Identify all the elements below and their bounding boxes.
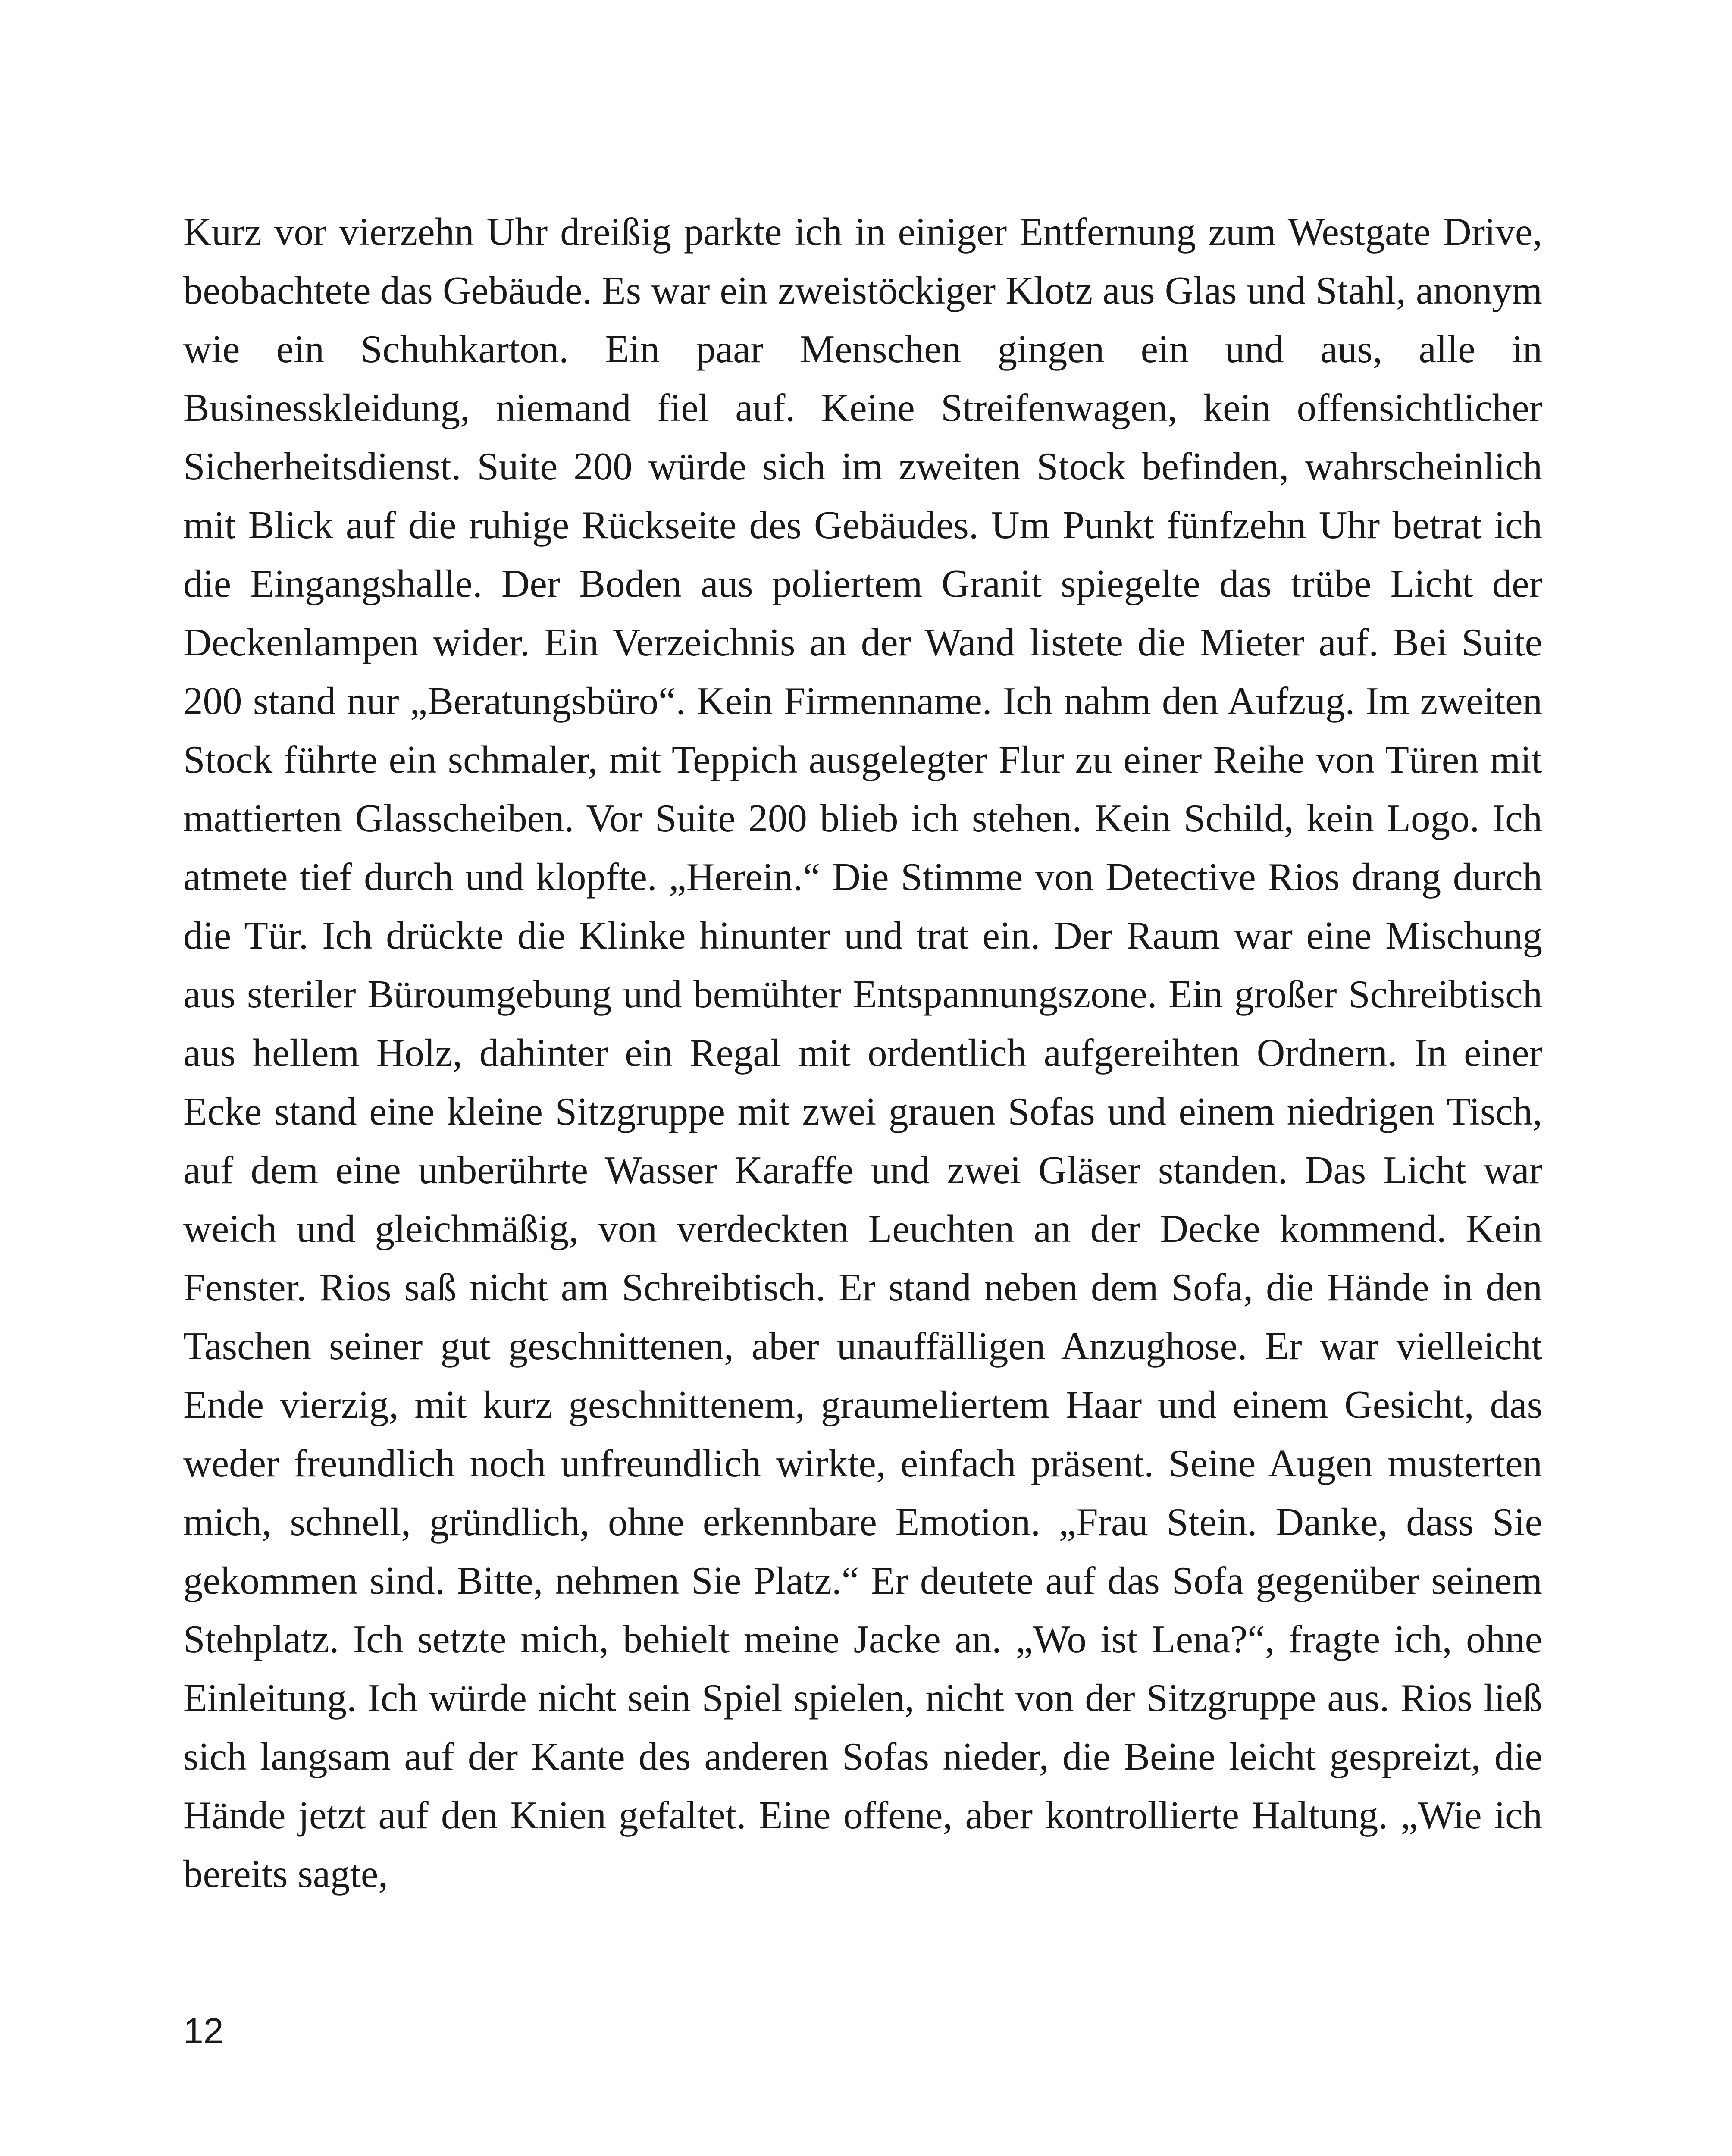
body-paragraph: Kurz vor vierzehn Uhr dreißig parkte ich in einiger Entfernung zum Westgate Drive, beobachtete das Gebäude. Es war ein zweistöckiger Klotz aus Glas und Stahl, anonym wie ein Schuhkarton. Ein paar Menschen gingen ein und aus, alle in Businesskleidung, niemand fiel auf. Keine Streifenwagen, kein offensichtlicher Sicherheitsdienst. Suite 200 würde sich im zweiten Stock befinden, wahrscheinlich mit Blick auf die ruhige Rückseite des Gebäudes. Um Punkt fünfzehn Uhr betrat ich die Eingangshalle. Der Boden aus poliertem Granit spiegelte das trübe Licht der Deckenlampen wider. Ein Verzeichnis an der Wand listete die Mieter auf. Bei Suite 200 stand nur „Beratungsbüro“. Kein Firmenname. Ich nahm den Aufzug. Im zweiten Stock führte ein schmaler, mit Teppich ausgelegter Flur zu einer Reihe von Türen mit mattierten Glasscheiben. Vor Suite 200 blieb ich stehen. Kein Schild, kein Logo. Ich atmete tief durch und klopfte. „Herein.“ Die Stimme von Detective Rios drang durch die Tür. Ich drückte die Klinke hinunter und trat ein. Der Raum war eine Mischung aus steriler Büroumgebung und bemühter Entspannungszone. Ein großer Schreibtisch aus hellem Holz, dahinter ein Regal mit ordentlich aufgereihten Ordnern. In einer Ecke stand eine kleine Sitzgruppe mit zwei grauen Sofas und einem niedrigen Tisch, auf dem eine unberührte Wasser Karaffe und zwei Gläser standen. Das Licht war weich und gleichmäßig, von verdeckten Leuchten an der Decke kommend. Kein Fenster. Rios saß nicht am Schreibtisch. Er stand neben dem Sofa, die Hände in den Taschen seiner gut geschnittenen, aber unauffälligen Anzughose. Er war vielleicht Ende vierzig, mit kurz geschnittenem, graumeliertem Haar und einem Gesicht, das weder freundlich noch unfreundlich wirkte, einfach präsent. Seine Augen musterten mich, schnell, gründlich, ohne erkennbare Emotion. „Frau Stein. Danke, dass Sie gekommen sind. Bitte, nehmen Sie Platz.“ Er deutete auf das Sofa gegenüber seinem Stehplatz. Ich setzte mich, behielt meine Jacke an. „Wo ist Lena?“, fragte ich, ohne Einleitung. Ich würde nicht sein Spiel spielen, nicht von der Sitzgruppe aus. Rios ließ sich langsam auf der Kante des anderen Sofas nieder, die Beine leicht gespreizt, die Hände jetzt auf den Knien gefaltet. Eine offene, aber kontrollierte Haltung. „Wie ich bereits sagte, [183, 210, 1542, 1896]
page-number: 12 [183, 2011, 224, 2051]
